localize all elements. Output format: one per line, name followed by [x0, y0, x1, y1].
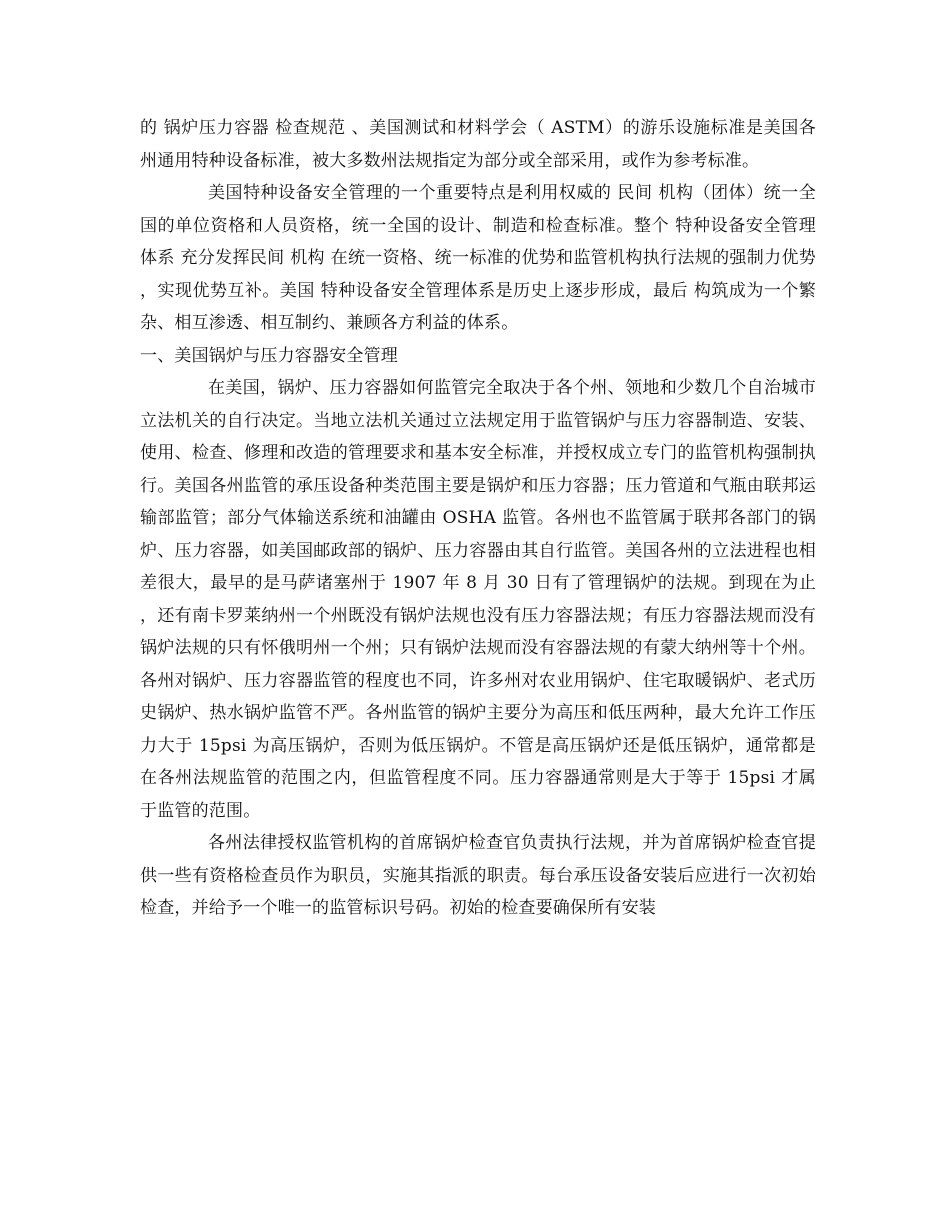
paragraph-management-feature: 美国特种设备安全管理的一个重要特点是利用权威的 民间 机构（团体）统一全国的单位资格和人员资格，统一全国的设计、制造和检查标准。整个 特种设备安全管理体系 充分发挥民间 机构 在统一资格、统一标准的优势和监管机构执行法规的强制力优势，实现优势互补。美国 特种设备安全管理体系是历史上逐步形成，最后 构筑成为一个繁杂、相互渗透、相互制约、兼顾各方利益的体系。	[140, 183, 816, 333]
paragraph-continuation: 的 锅炉压力容器 检查规范 、美国测试和材料学会（ ASTM）的游乐设施标准是美国各州通用特种设备标准，被大多数州法规指定为部分或全部采用，或作为参考标准。	[140, 118, 816, 171]
paragraph-state-regulation: 在美国，锅炉、压力容器如何监管完全取决于各个州、领地和少数几个自治城市立法机关的自行决定。当地立法机关通过立法规定用于监管锅炉与压力容器制造、安装、使用、检查、修理和改造的管理要求和基本安全标准，并授权成立专门的监管机构强制执行。美国各州监管的承压设备种类范围主要是锅炉和压力容器；压力管道和气瓶由联邦运输部监管；部分气体输送系统和油罐由 OSHA 监管。各州也不监管属于联邦各部门的锅炉、压力容器，如美国邮政部的锅炉、压力容器由其自行监管。美国各州的立法进程也相差很大，最早的是马萨诸塞州于 1907 年 8 月 30 日有了管理锅炉的法规。到现在为止，还有南卡罗莱纳州一个州既没有锅炉法规也没有压力容器法规；有压力容器法规而没有锅炉法规的只有怀俄明州一个州；只有锅炉法规而没有容器法规的有蒙大纳州等十个州。各州对锅炉、压力容器监管的程度也不同，许多州对农业用锅炉、住宅取暖锅炉、老式历史锅炉、热水锅炉监管不严。各州监管的锅炉主要分为高压和低压两种，最大允许工作压力大于 15psi 为高压锅炉，否则为低压锅炉。不管是高压锅炉还是低压锅炉，通常都是在各州法规监管的范围之内，但监管程度不同。压力容器通常则是大于等于 15psi 才属于监管的范围。	[140, 378, 816, 821]
paragraph-chief-inspector: 各州法律授权监管机构的首席锅炉检查官负责执行法规，并为首席锅炉检查官提供一些有资格检查员作为职员，实施其指派的职责。每台承压设备安装后应进行一次初始检查，并给予一个唯一的监管标识号码。初始的检查要确保所有安装	[140, 833, 816, 918]
section-heading-boiler-pressure-vessel: 一、美国锅炉与压力容器安全管理	[140, 345, 398, 366]
document-body	[140, 112, 816, 925]
